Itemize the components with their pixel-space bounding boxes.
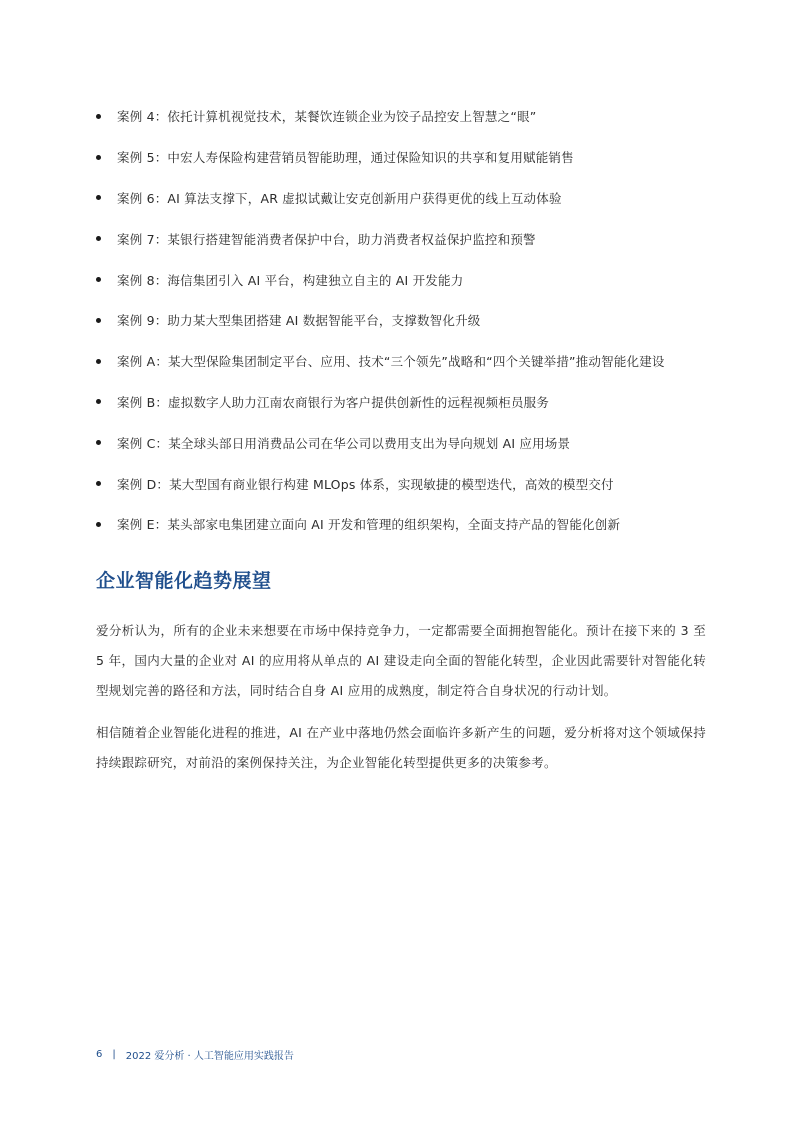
list-item: [96, 504, 736, 545]
case-text: 案例 5：中宏人寿保险构建营销员智能助理，通过保险知识的共享和复用赋能销售: [117, 150, 574, 166]
list-item: [96, 218, 736, 259]
list-item: [96, 178, 736, 219]
case-text: 案例 8：海信集团引入 AI 平台，构建独立自主的 AI 开发能力: [117, 272, 464, 288]
bullet-icon: [96, 522, 101, 527]
page-footer: [96, 1047, 294, 1062]
bullet-icon: [96, 359, 101, 364]
bullet-icon: [96, 481, 101, 486]
list-item: [96, 137, 736, 178]
bullet-icon: [96, 236, 101, 241]
case-text: 案例 7：某银行搭建智能消费者保护中台，助力消费者权益保护监控和预警: [117, 231, 536, 247]
list-item: [96, 382, 736, 423]
footer-separator: |: [112, 1049, 116, 1060]
case-text: 案例 6：AI 算法支撑下，AR 虚拟试戴让安克创新用户获得更优的线上互动体验: [117, 190, 562, 206]
case-text: 案例 E：某头部家电集团建立面向 AI 开发和管理的组织架构，全面支持产品的智能化创新: [117, 517, 621, 533]
list-item: [96, 341, 736, 382]
case-text: 案例 A：某大型保险集团制定平台、应用、技术“三个领先”战略和“四个关键举措”推动智能化建设: [117, 354, 665, 370]
section-title: 企业智能化趋势展望: [96, 570, 272, 592]
bullet-icon: [96, 440, 101, 445]
list-item: [96, 259, 736, 300]
report-title: 2022 爱分析 · 人工智能应用实践报告: [125, 1051, 294, 1062]
paragraph: 爱分析认为，所有的企业未来想要在市场中保持竞争力，一定都需要全面拥抱智能化。预计在接下来的 3 至 5 年，国内大量的企业对 AI 的应用将从单点的 AI 建设走向全面的智能化转型，企业因此需要针对智能化转型规划完善的路径和方法，同时结合自身 AI 应用的成熟度，制定符合自身状况的行动计划。: [96, 623, 706, 698]
case-text: 案例 4：依托计算机视觉技术，某餐饮连锁企业为饺子品控安上智慧之“眼”: [117, 109, 537, 125]
list-item: [96, 463, 736, 504]
case-text: 案例 D：某大型国有商业银行构建 MLOps 体系，实现敏捷的模型迭代，高效的模型交付: [117, 476, 614, 492]
page-number: 6: [96, 1049, 103, 1060]
case-text: 案例 B：虚拟数字人助力江南农商银行为客户提供创新性的远程视频柜员服务: [117, 394, 550, 410]
bullet-icon: [96, 114, 101, 119]
case-text: 案例 C：某全球头部日用消费品公司在华公司以费用支出为导向规划 AI 应用场景: [117, 435, 571, 451]
list-item: [96, 300, 736, 341]
list-item: [96, 422, 736, 463]
bullet-icon: [96, 195, 101, 200]
bullet-icon: [96, 399, 101, 404]
case-list: [96, 96, 736, 545]
case-text: 案例 9：助力某大型集团搭建 AI 数据智能平台，支撑数智化升级: [117, 313, 481, 329]
list-item: [96, 96, 736, 137]
bullet-icon: [96, 155, 101, 160]
paragraph: 相信随着企业智能化进程的推进，AI 在产业中落地仍然会面临许多新产生的问题，爱分析将对这个领域保持持续跟踪研究，对前沿的案例保持关注，为企业智能化转型提供更多的决策参考。: [96, 725, 706, 770]
bullet-icon: [96, 318, 101, 323]
bullet-icon: [96, 277, 101, 282]
